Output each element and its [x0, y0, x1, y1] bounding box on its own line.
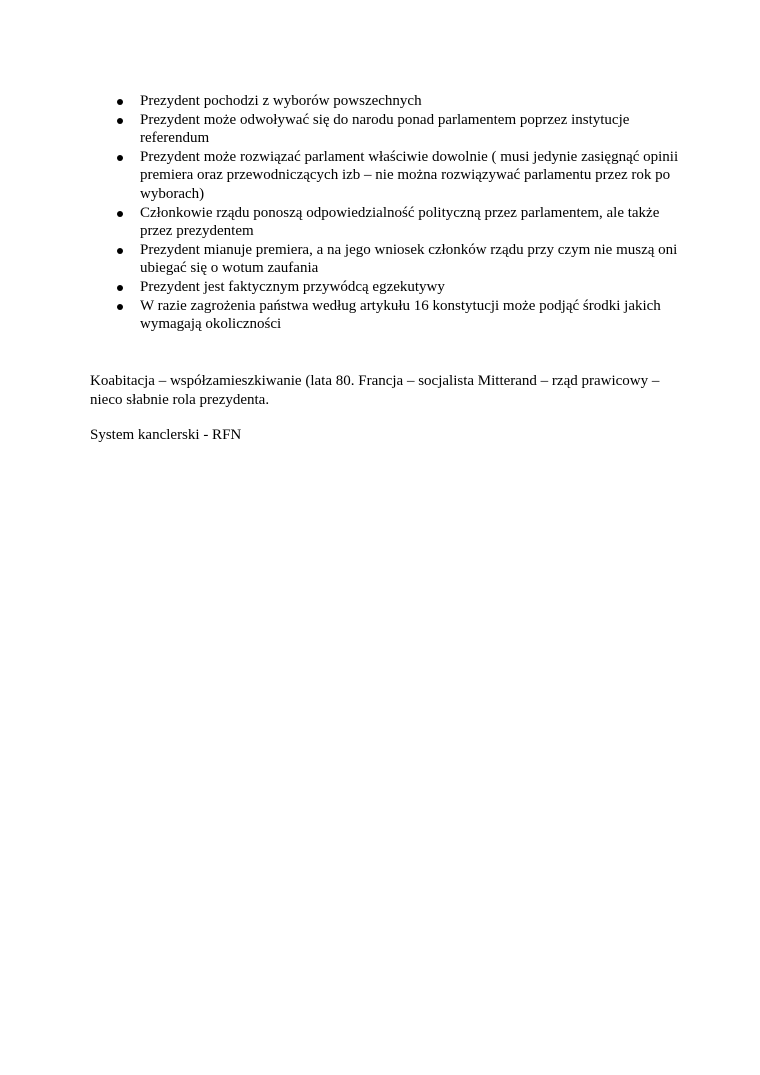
- list-item-text: Prezydent mianuje premiera, a na jego wniosek członków rządu przy czym nie muszą oni ubiegać się o wotum zaufania: [140, 241, 678, 277]
- bullet-icon: [117, 155, 123, 161]
- list-item: [90, 111, 680, 148]
- list-item-text: Prezydent może rozwiązać parlament właściwie dowolnie ( musi jedynie zasięgnąć opinii premiera oraz przewodniczących izb – nie można rozwiązywać parlamentu przez rok po wyborach): [140, 148, 679, 202]
- list-item: [90, 241, 680, 278]
- bullet-icon: [117, 304, 123, 310]
- list-item-text: Prezydent pochodzi z wyborów powszechnych: [140, 93, 422, 109]
- bullet-icon: [117, 285, 123, 291]
- list-item-text: W razie zagrożenia państwa według artykułu 16 konstytucji może podjąć środki jakich wymagają okoliczności: [140, 297, 661, 333]
- bullet-icon: [117, 118, 123, 124]
- list-item: [90, 204, 680, 241]
- paragraph-koabitacja: Koabitacja – współzamieszkiwanie (lata 80. Francja – socjalista Mitterand – rząd prawicowy – nieco słabnie rola prezydenta.: [90, 373, 660, 408]
- list-item: [90, 148, 680, 204]
- list-item: [90, 278, 680, 297]
- bullet-icon: [117, 99, 123, 105]
- paragraph-system-kanclerski: System kanclerski - RFN: [90, 427, 242, 443]
- bullet-icon: [117, 248, 123, 254]
- list-item-text: Prezydent jest faktycznym przywódcą egzekutywy: [140, 278, 445, 295]
- list-item-text: Prezydent może odwoływać się do narodu ponad parlamentem poprzez instytucje referendum: [140, 111, 630, 147]
- list-item: [90, 92, 680, 111]
- list-item-text: Członkowie rządu ponoszą odpowiedzialność polityczną przez parlamentem, ale także przez prezydentem: [140, 204, 660, 240]
- bullet-list: [90, 92, 680, 334]
- bullet-icon: [117, 211, 123, 217]
- list-item: [90, 297, 680, 334]
